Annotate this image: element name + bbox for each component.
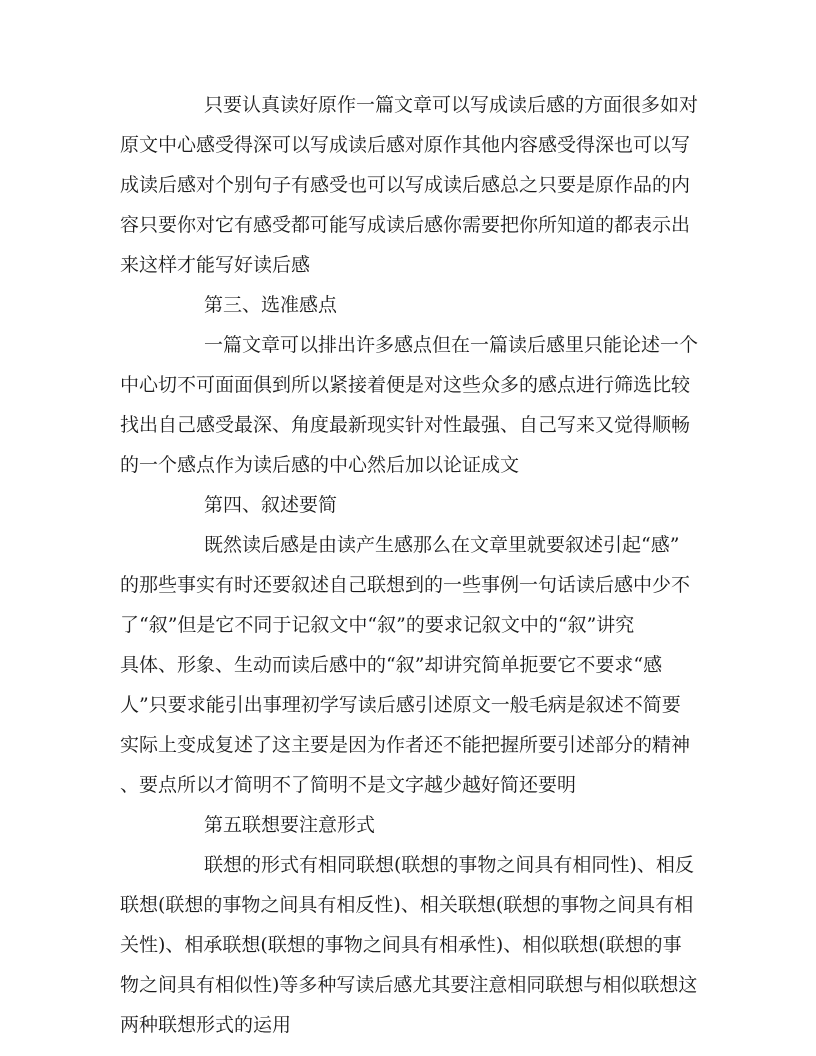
section-heading: 第三、选准感点 xyxy=(204,294,338,316)
paragraph-line: 一篇文章可以排出许多感点但在一篇读后感里只能论述一个 xyxy=(204,334,699,356)
paragraph-line: 了“叙”但是它不同于记叙文中“叙”的要求记叙文中的“叙”讲究 xyxy=(120,614,635,636)
paragraph-line: 既然读后感是由读产生感那么在文章里就要叙述引起“感” xyxy=(204,534,680,556)
paragraph-line: 找出自己感受最深、角度最新现实针对性最强、自己写来又觉得顺畅 xyxy=(120,414,691,436)
paragraph-line: 只要认真读好原作一篇文章可以写成读后感的方面很多如对 xyxy=(204,94,699,116)
paragraph-line: 人”只要求能引出事理初学写读后感引述原文一般毛病是叙述不简要 xyxy=(120,694,681,716)
paragraph-line: 联想的形式有相同联想(联想的事物之间具有相同性)、相反 xyxy=(204,854,694,876)
paragraph-line: 、要点所以才简明不了简明不是文字越少越好简还要明 xyxy=(120,774,577,796)
section-heading: 第四、叙述要简 xyxy=(204,494,338,516)
paragraph-line: 容只要你对它有感受都可能写成读后感你需要把你所知道的都表示出 xyxy=(120,214,691,236)
paragraph-line: 中心切不可面面俱到所以紧接着便是对这些众多的感点进行筛选比较 xyxy=(120,374,691,396)
paragraph-line: 联想(联想的事物之间具有相反性)、相关联想(联想的事物之间具有相 xyxy=(120,894,694,916)
paragraph-line: 的那些事实有时还要叙述自己联想到的一些事例一句话读后感中少不 xyxy=(120,574,691,596)
paragraph-line: 具体、形象、生动而读后感中的“叙”却讲究简单扼要它不要求“感 xyxy=(120,654,663,676)
paragraph-line: 成读后感对个别句子有感受也可以写成读后感总之只要是原作品的内 xyxy=(120,174,691,196)
section-heading: 第五联想要注意形式 xyxy=(204,814,376,836)
paragraph-line: 来这样才能写好读后感 xyxy=(120,254,311,276)
paragraph-line: 两种联想形式的运用 xyxy=(120,1014,292,1036)
paragraph-line: 实际上变成复述了这主要是因为作者还不能把握所要引述部分的精神 xyxy=(120,734,691,756)
paragraph-line: 关性)、相承联想(联想的事物之间具有相承性)、相似联想(联想的事 xyxy=(120,934,682,956)
paragraph-line: 物之间具有相似性)等多种写读后感尤其要注意相同联想与相似联想这 xyxy=(120,974,698,996)
paragraph-line: 的一个感点作为读后感的中心然后加以论证成文 xyxy=(120,454,520,476)
paragraph-line: 原文中心感受得深可以写成读后感对原作其他内容感受得深也可以写 xyxy=(120,134,691,156)
